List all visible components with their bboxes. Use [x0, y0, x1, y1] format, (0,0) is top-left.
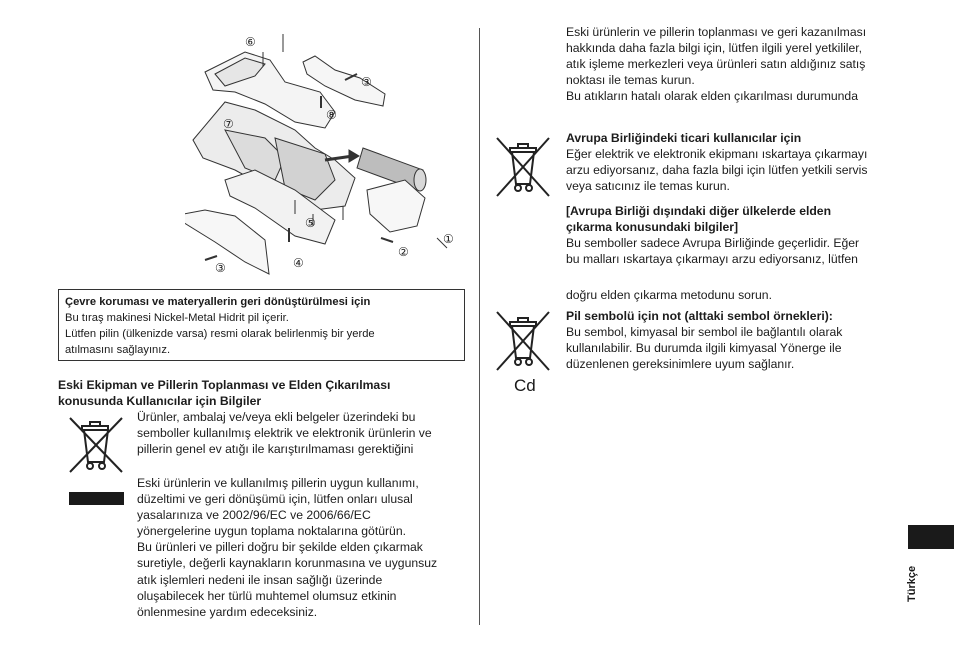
text-line: Bu atıkların hatalı olarak elden çıkarılması durumunda — [566, 89, 858, 104]
text-line: bu malları ıskartaya çıkarmayı arzu ediyorsanız, lütfen — [566, 252, 858, 267]
text-line: veya satıcınız ile temas kurun. — [566, 179, 730, 194]
text-line: kullanılabilir. Bu durumda ilgili kimyasal Yönerge ile — [566, 341, 842, 356]
text-line: doğru elden çıkarma metodunu sorun. — [566, 288, 772, 302]
language-label: Türkçe — [906, 565, 918, 602]
text-line: pillerin genel ev atığı ile karıştırılmaması gerektiğini — [137, 442, 414, 457]
callout-6: ⑥ — [245, 35, 256, 49]
battery-heading: Pil sembolü için not (alttaki sembol örnekleri): — [566, 309, 833, 323]
text-line: önlenmesine yardım edeceksiniz. — [137, 604, 318, 619]
text-line: Bu sembol, kimyasal bir sembol ile bağlantılı olarak — [566, 325, 843, 340]
language-side-label — [900, 565, 930, 610]
side-tab — [908, 525, 954, 549]
callout-3-top: ③ — [361, 75, 372, 89]
text-line: atık işlemleri nedeni ile insan sağlığı üzerinde — [137, 572, 383, 587]
exploded-shaver-diagram — [185, 30, 485, 278]
eu-section — [566, 130, 906, 194]
callout-5: ⑤ — [305, 216, 316, 230]
callout-7: ⑦ — [223, 117, 234, 131]
right-paragraph-1 — [566, 24, 906, 104]
left-paragraph-1 — [137, 409, 472, 457]
non-eu-heading-line: çıkarma konusundaki bilgiler] — [566, 220, 739, 235]
env-box-line: Bu tıraş makinesi Nickel-Metal Hidrit pil içerir. — [65, 312, 289, 324]
env-box-title: Çevre koruması ve materyallerin geri dönüştürülmesi için — [65, 296, 371, 308]
text-line: suretiyle, değerli kaynakların korunmasına ve uygunsuz — [137, 556, 438, 571]
text-line: düzeltimi ve geri dönüşümü için, lütfen onları ulusal — [137, 492, 413, 507]
text-line: atık işleme merkezleri veya ürünleri satın aldığınız satış — [566, 57, 866, 72]
text-line: düzenlenen gereksinimlere uyum sağlanır. — [566, 357, 795, 372]
text-line: semboller kullanılmış elektrik ve elektronik ürünlerin ve — [137, 426, 432, 441]
text-line: yasalarınıza ve 2002/96/EC ve 2006/66/EC — [137, 508, 371, 523]
disposal-heading — [58, 377, 478, 409]
text-line: Eğer elektrik ve elektronik ekipmanı ıskartaya çıkarmayı — [566, 147, 868, 162]
heading-line: konusunda Kullanıcılar için Bilgiler — [58, 394, 262, 409]
crossed-bin-icon — [64, 412, 128, 476]
black-bar-marker — [69, 492, 124, 505]
non-eu-heading-line: [Avrupa Birliği dışındaki diğer ülkelerde elden — [566, 204, 832, 218]
callout-1: ① — [443, 232, 454, 246]
crossed-bin-icon-eu — [493, 134, 553, 200]
heading-line: Eski Ekipman ve Pillerin Toplanması ve Elden Çıkarılması — [58, 378, 391, 392]
text-line: Bu ürünleri ve pilleri doğru bir şekilde elden çıkarmak — [137, 540, 423, 555]
battery-section — [566, 308, 906, 372]
cd-chemical-symbol: Cd — [514, 376, 536, 395]
method-line — [566, 287, 906, 303]
text-line: noktası ile temas kurun. — [566, 73, 695, 88]
left-paragraph-2 — [137, 475, 472, 620]
text-line: Ürünler, ambalaj ve/veya ekli belgeler üzerindeki bu — [137, 410, 416, 424]
environment-notice-box — [58, 289, 465, 361]
callout-4: ④ — [293, 256, 304, 270]
text-line: Eski ürünlerin ve kullanılmış pillerin uygun kullanımı, — [137, 476, 419, 490]
text-line: hakkında daha fazla bilgi için, lütfen ilgili yerel yetkililer, — [566, 41, 863, 56]
callout-3-bottom: ③ — [215, 261, 226, 275]
eu-heading: Avrupa Birliğindeki ticari kullanıcılar için — [566, 131, 802, 145]
callout-8: ⑧ — [326, 108, 337, 122]
text-line: oluşabilecek her türlü muhtemel olumsuz etkinin — [137, 588, 397, 603]
text-line: Eski ürünlerin ve pillerin toplanması ve geri kazanılması — [566, 25, 867, 39]
non-eu-section — [566, 203, 906, 267]
env-box-line: Lütfen pilin (ülkenizde varsa) resmi olarak belirlenmiş bir yerde — [65, 328, 375, 340]
text-line: Bu semboller sadece Avrupa Birliğinde geçerlidir. Eğer — [566, 236, 860, 251]
column-divider — [479, 28, 480, 625]
env-box-line: atılmasını sağlayınız. — [65, 344, 171, 356]
diagram-drawing — [185, 30, 485, 278]
text-line: yönergelerine uygun toplama noktalarına götürün. — [137, 524, 406, 539]
text-line: arzu ediyorsanız, daha fazla bilgi için lütfen yetkili servis — [566, 163, 868, 178]
callout-2: ② — [398, 245, 409, 259]
crossed-bin-icon-battery — [493, 308, 553, 374]
